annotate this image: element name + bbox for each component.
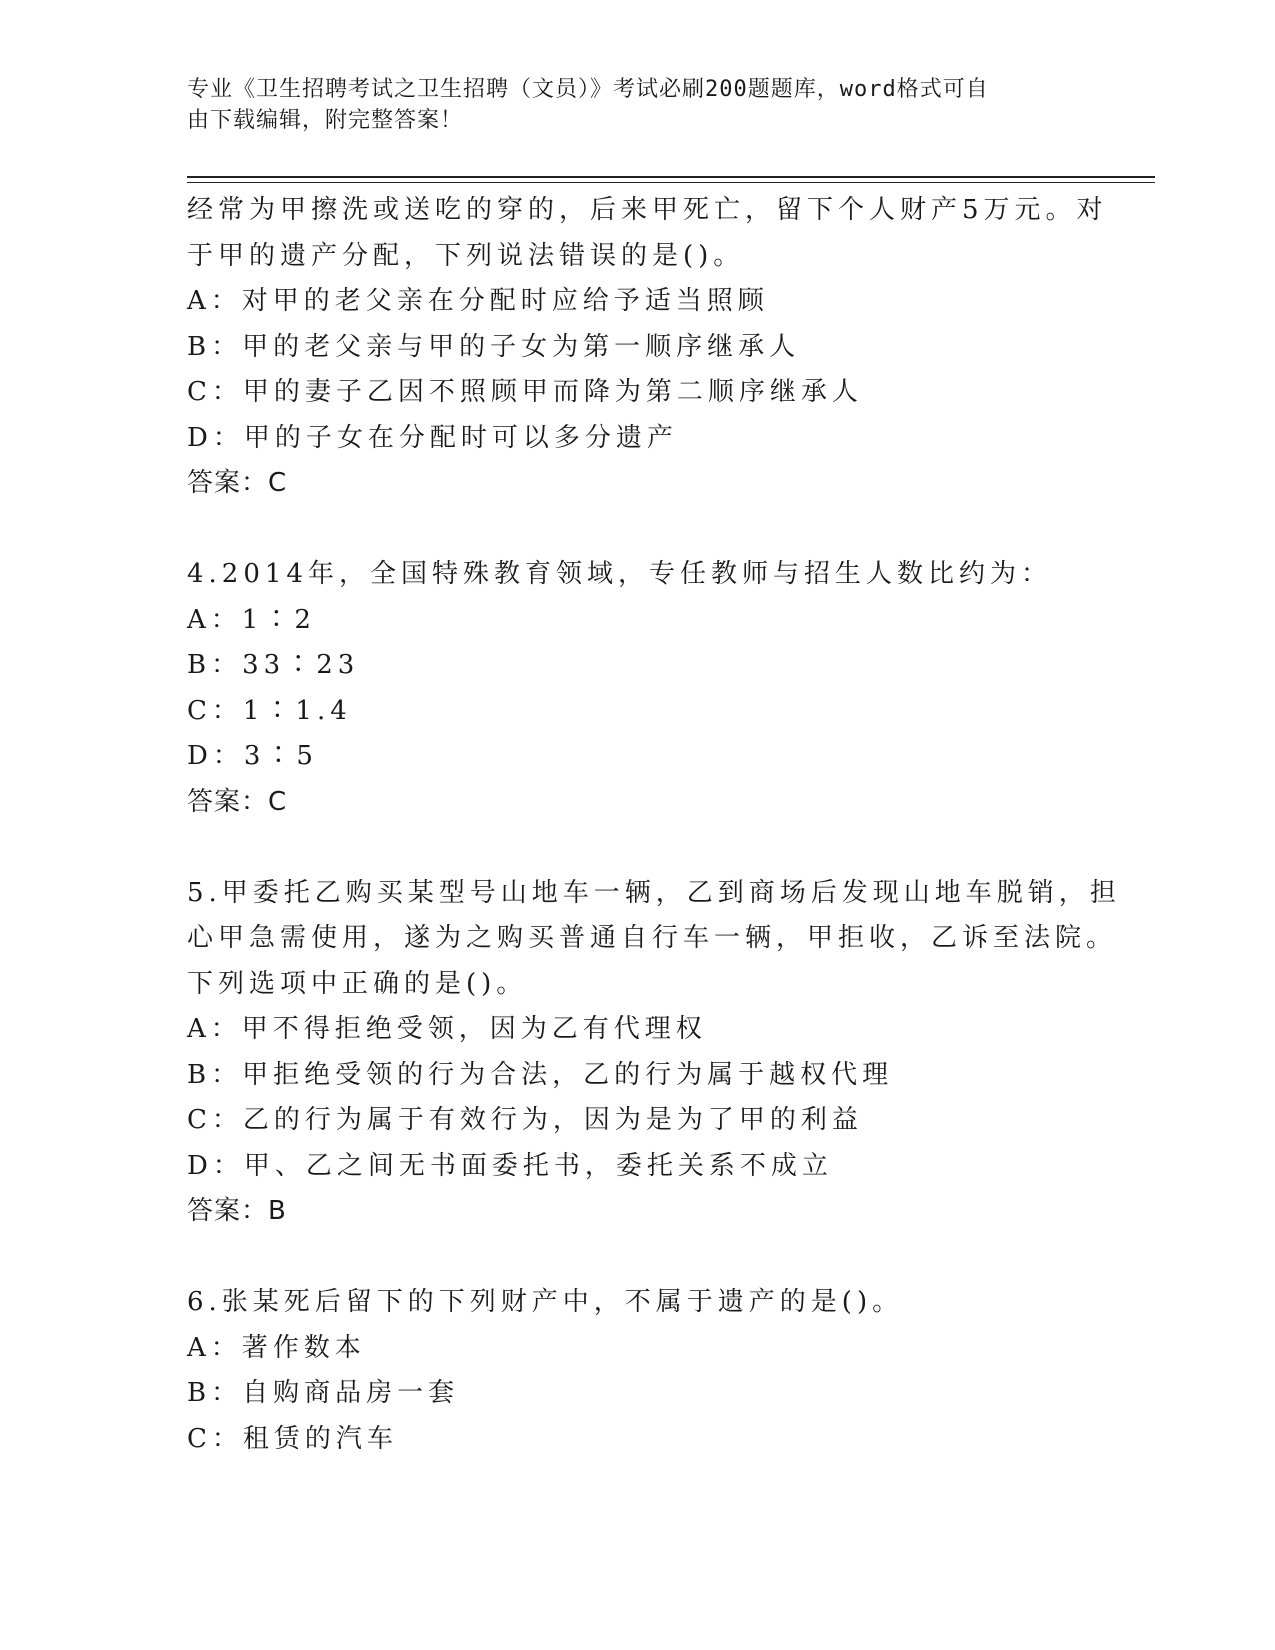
- option-d: D：甲、乙之间无书面委托书，委托关系不成立: [187, 1150, 833, 1181]
- question-text: 经常为甲擦洗或送吃的穿的，后来甲死亡，留下个人财产5万元。对: [187, 195, 1108, 225]
- question-text: 下列选项中正确的是()。: [187, 968, 528, 999]
- question-text: 6.张某死后留下的下列财产中，不属于遗产的是()。: [187, 1287, 904, 1317]
- option-b: B：甲拒绝受领的行为合法，乙的行为属于越权代理: [187, 1059, 894, 1090]
- option-a: A：对甲的老父亲在分配时应给予适当照顾: [187, 286, 769, 316]
- option-d: D：甲的子女在分配时可以多分遗产: [187, 422, 678, 453]
- question-text: 于甲的遗产分配，下列说法错误的是()。: [187, 240, 745, 271]
- spacer: [187, 1235, 1067, 1281]
- header-divider-thick: [187, 176, 1155, 178]
- option-a: A：1∶2: [187, 604, 316, 635]
- answer: 答案：B: [187, 1196, 287, 1226]
- option-a: A：甲不得拒绝受领，因为乙有代理权: [187, 1014, 707, 1044]
- option-b: B：33∶23: [187, 650, 360, 680]
- option-c: C：租赁的汽车: [187, 1423, 398, 1454]
- spacer: [187, 507, 1067, 553]
- document-header: [187, 74, 1067, 136]
- option-c: C：1∶1.4: [187, 695, 352, 726]
- answer: 答案：C: [187, 468, 288, 498]
- header-divider-thin: [187, 182, 1155, 183]
- question-3: [187, 188, 1108, 507]
- answer: 答案：C: [187, 786, 288, 817]
- option-c: C：甲的妻子乙因不照顾甲而降为第二顺序继承人: [187, 377, 863, 407]
- option-c: C：乙的行为属于有效行为，因为是为了甲的利益: [187, 1105, 863, 1135]
- question-text: 心甲急需使用，遂为之购买普通自行车一辆，甲拒收，乙诉至法院。: [187, 923, 1118, 953]
- question-text: 4.2014年，全国特殊教育领域，专任教师与招生人数比约为：: [187, 559, 1052, 589]
- header-line-1: 专业《卫生招聘考试之卫生招聘（文员）》考试必刷200题题库，word格式可自: [187, 77, 989, 102]
- question-4: [187, 552, 1067, 825]
- option-b: B：自购商品房一套: [187, 1378, 460, 1408]
- spacer: [187, 825, 1067, 871]
- header-line-2: 由下载编辑，附完整答案！: [187, 108, 464, 133]
- option-a: A：著作数本: [187, 1332, 366, 1363]
- question-6: [187, 1280, 1067, 1462]
- question-5: [187, 871, 1121, 1235]
- question-list: [187, 188, 1121, 1462]
- option-b: B：甲的老父亲与甲的子女为第一顺序继承人: [187, 331, 801, 362]
- option-d: D：3∶5: [187, 741, 318, 771]
- question-text: 5.甲委托乙购买某型号山地车一辆，乙到商场后发现山地车脱销，担: [187, 877, 1121, 908]
